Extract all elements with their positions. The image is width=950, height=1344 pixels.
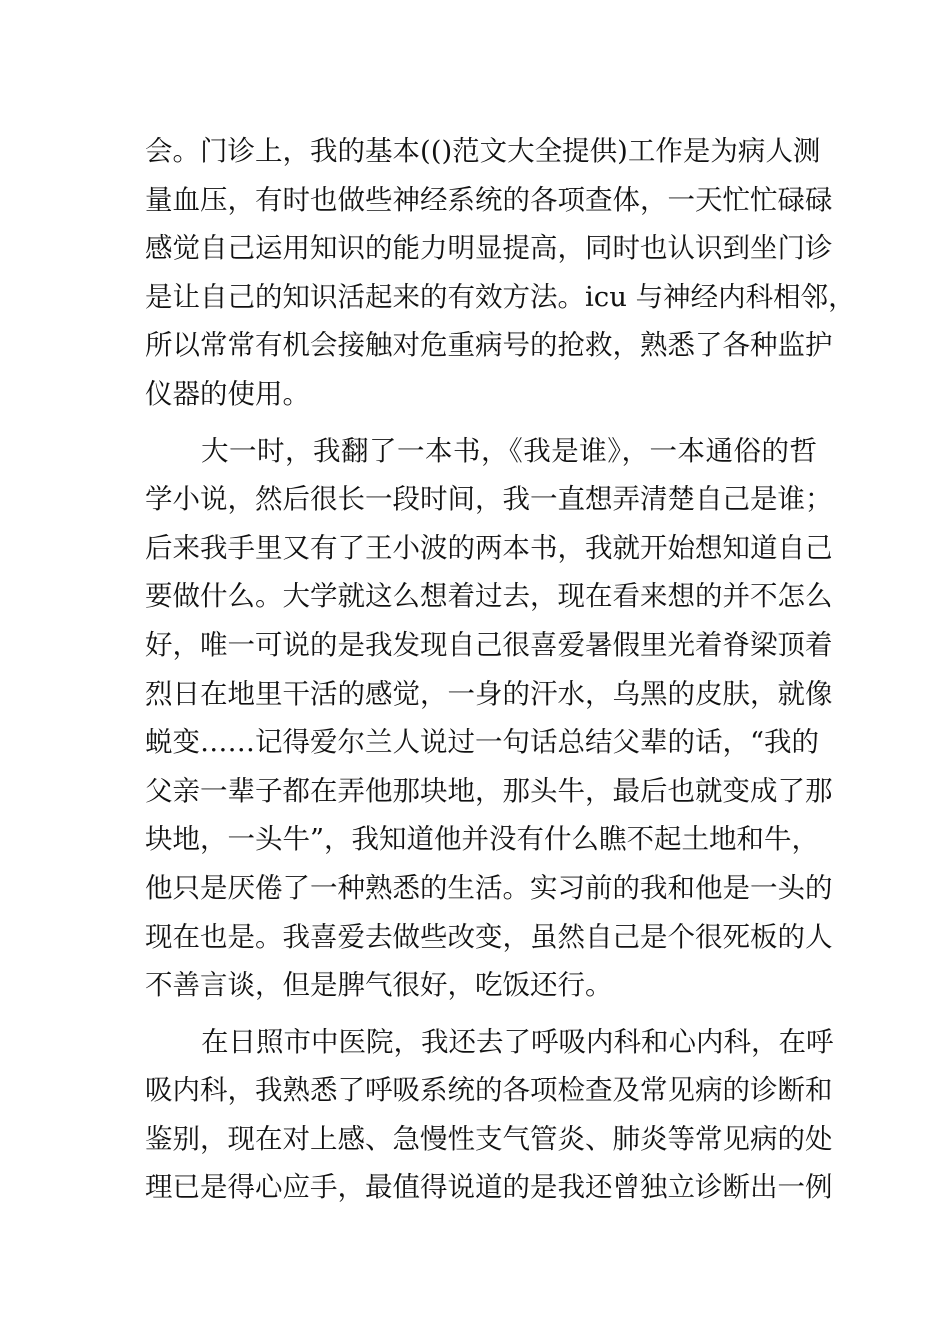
- text-line: 吸内科，我熟悉了呼吸系统的各项检查及常见病的诊断和: [145, 1074, 833, 1107]
- paragraph-gap: [145, 419, 817, 427]
- body-text: [145, 127, 856, 1212]
- text-line: 仪器的使用。: [145, 377, 310, 410]
- text-line: 烈日在地里干活的感觉，一身的汗水，乌黑的皮肤，就像: [145, 677, 833, 710]
- text-line: 学小说，然后很长一段时间，我一直想弄清楚自己是谁；: [145, 483, 833, 516]
- text-line: 不善言谈，但是脾气很好，吃饭还行。: [145, 969, 613, 1002]
- text-line: 现在也是。我喜爱去做些改变，虽然自己是个很死板的人: [145, 920, 833, 953]
- text-line: 量血压，有时也做些神经系统的各项查体，一天忙忙碌碌: [145, 183, 833, 216]
- text-line: 会。门诊上，我的基本(()范文大全提供)工作是为病人测: [145, 135, 821, 167]
- paragraph-gap: [145, 1010, 817, 1018]
- text-line: 理已是得心应手，最值得说道的是我还曾独立诊断出一例: [145, 1171, 833, 1204]
- text-line: 他只是厌倦了一种熟悉的生活。实习前的我和他是一头的: [145, 871, 833, 904]
- text-line: 父亲一辈子都在弄他那块地，那头牛，最后也就变成了那: [145, 774, 833, 807]
- text-line: 大一时，我翻了一本书，《我是谁》，一本通俗的哲: [201, 434, 817, 467]
- text-line: 所以常常有机会接触对危重病号的抢救，熟悉了各种监护: [145, 329, 833, 362]
- text-line: 是让自己的知识活起来的有效方法。icu 与神经内科相邻，: [145, 280, 856, 313]
- text-line: 要做什么。大学就这么想着过去，现在看来想的并不怎么: [145, 580, 833, 613]
- text-line: 感觉自己运用知识的能力明显提高，同时也认识到坐门诊: [145, 232, 833, 265]
- text-line: 块地，一头牛”，我知道他并没有什么瞧不起土地和牛，: [145, 823, 820, 856]
- text-line: 后来我手里又有了王小波的两本书，我就开始想知道自己: [145, 531, 833, 564]
- text-line: 蜕变……记得爱尔兰人说过一句话总结父辈的话，“我的: [145, 726, 820, 759]
- text-line: 鉴别，现在对上感、急慢性支气管炎、肺炎等常见病的处: [145, 1122, 833, 1155]
- text-line: 好，唯一可说的是我发现自己很喜爱暑假里光着脊梁顶着: [145, 628, 833, 661]
- text-line: 在日照市中医院，我还去了呼吸内科和心内科，在呼: [201, 1025, 834, 1058]
